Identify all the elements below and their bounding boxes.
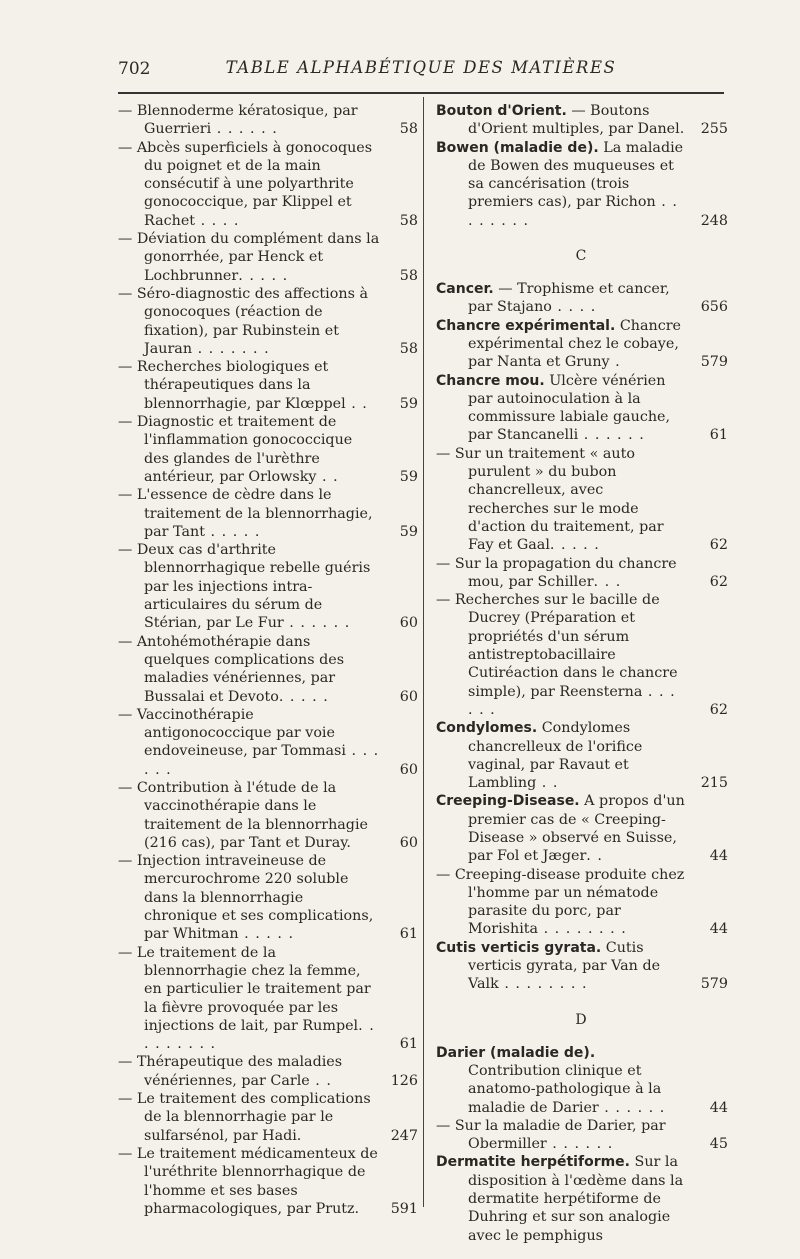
entry-text xyxy=(436,1117,726,1154)
entry-text xyxy=(118,486,418,541)
index-entry xyxy=(118,413,418,486)
index-entry xyxy=(118,541,418,632)
leader-dots: . xyxy=(609,354,621,371)
page-reference: 62 xyxy=(709,573,728,590)
entry-description: — Thérapeutique des maladies vénériennes, par Carle xyxy=(118,1054,343,1089)
entry-description: — Blennoderme kératosique, par Guerrieri xyxy=(118,103,358,138)
index-entry xyxy=(436,139,726,230)
page-reference: 58 xyxy=(399,267,418,284)
leader-dots: . . . . . xyxy=(238,926,295,943)
leader-dots: . . . . . xyxy=(278,688,329,705)
entry-description: — Le traitement de la blennorrhagie chez la femme, en particulier le traitement par la fièvre provoquée par les injections de lait, par Rumpel xyxy=(118,944,371,1034)
entry-text xyxy=(436,102,726,139)
page-reference: 255 xyxy=(700,121,728,138)
entry-text xyxy=(118,413,418,486)
index-entry xyxy=(118,1145,418,1218)
leader-dots: . . xyxy=(536,775,559,792)
leader-dots: . . . . . . . . . xyxy=(144,1017,375,1053)
page-reference: 656 xyxy=(700,299,728,316)
entry-description: — Sur un traitement « auto purulent » du bubon chancrelleux, avec recherches sur le mode d'action du traitement, par Fay et Gaal xyxy=(436,445,664,554)
page-reference: 61 xyxy=(399,926,418,943)
entry-description: — Deux cas d'arthrite blennorrhagique rebelle guéris par les injections intra-articulaires du sérum de Stérian, par Le Fur xyxy=(118,542,371,632)
entry-text xyxy=(436,372,726,445)
entry-heading: Bowen (maladie de). xyxy=(436,139,599,156)
section-letter: C xyxy=(575,248,587,265)
entry-description: — L'essence de cèdre dans le traitement de la blennorrhagie, par Tant xyxy=(118,487,373,540)
index-entry xyxy=(436,102,726,139)
entry-text xyxy=(436,555,726,592)
entry-description: — Contribution à l'étude de la vaccinothérapie dans le traitement de la blennorrhagie (216 cas), par Tant et Duray. xyxy=(118,779,368,851)
page-reference: 60 xyxy=(399,615,418,632)
index-entry xyxy=(436,1153,726,1244)
leader-dots: . . . . . . xyxy=(598,1099,666,1116)
entry-heading: Dermatite herpétiforme. xyxy=(436,1154,630,1171)
page-number: 702 xyxy=(118,59,151,79)
leader-dots: . . . . . . . xyxy=(192,340,270,357)
left-column xyxy=(118,102,418,1218)
entry-description: — Injection intraveineuse de mercurochrome 220 soluble dans la blennorrhagie chronique et ses complications, par Whitman xyxy=(118,853,374,943)
leader-dots: . . . . . . . . xyxy=(498,976,588,993)
leader-dots: . . xyxy=(345,395,368,412)
entry-heading: Chancre mou. xyxy=(436,372,545,389)
index-entry xyxy=(436,372,726,445)
entry-text xyxy=(118,541,418,632)
column-divider xyxy=(423,97,424,1207)
page-reference: 126 xyxy=(390,1072,418,1089)
page-reference: 44 xyxy=(709,848,728,865)
entry-text xyxy=(118,102,418,139)
entry-text xyxy=(118,139,418,230)
section-gap xyxy=(436,994,726,1012)
entry-text xyxy=(436,317,726,372)
section-letter: D xyxy=(575,1011,587,1028)
entry-heading: Chancre expérimental. xyxy=(436,317,616,334)
index-entry xyxy=(118,285,418,358)
page-reference: 59 xyxy=(399,395,418,412)
entry-heading: Creeping-Disease. xyxy=(436,793,580,810)
entry-text xyxy=(436,939,726,994)
index-entry xyxy=(118,706,418,779)
entry-text xyxy=(118,1053,418,1090)
index-entry xyxy=(118,102,418,139)
entry-text xyxy=(118,358,418,413)
index-entry xyxy=(436,1044,726,1117)
entry-text xyxy=(118,230,418,285)
entry-description: — Recherches biologiques et thérapeutiques dans la blennorrhagie, par Klœppel xyxy=(118,359,346,412)
index-entry xyxy=(118,633,418,706)
entry-description: — Abcès superficiels à gonocoques du poignet et de la main consécutif à une polyarthrite gonococcique, par Klippel et Rachet xyxy=(118,139,373,229)
entry-text xyxy=(436,719,726,792)
page-reference: 579 xyxy=(700,976,728,993)
page-reference: 579 xyxy=(700,354,728,371)
entry-description: Cutis verticis gyrata, par Van de Valk xyxy=(468,939,661,993)
leader-dots: . . . xyxy=(593,573,622,590)
index-entry xyxy=(118,358,418,413)
entry-text xyxy=(436,1044,726,1117)
page-reference: 58 xyxy=(399,121,418,138)
index-entry xyxy=(118,852,418,943)
page-reference: 61 xyxy=(399,1036,418,1053)
entry-description: — Trophisme et cancer, par Stajano xyxy=(468,281,670,316)
entry-text xyxy=(436,139,726,230)
page-reference: 45 xyxy=(709,1136,728,1153)
leader-dots: . . . . . . xyxy=(578,427,645,444)
leader-dots: . . . . xyxy=(551,299,597,316)
entry-text xyxy=(118,1090,418,1145)
page-reference: 60 xyxy=(399,761,418,778)
index-entry xyxy=(118,230,418,285)
index-entry xyxy=(436,445,726,555)
entry-description: — Sur la maladie de Darier, par Obermiller xyxy=(436,1117,666,1153)
page-reference: 62 xyxy=(709,537,728,554)
index-entry xyxy=(118,779,418,852)
entry-text xyxy=(436,792,726,865)
entry-description: La maladie de Bowen des muqueuses et sa cancérisation (trois premiers cas), par Richon xyxy=(468,139,684,211)
entry-text xyxy=(436,866,726,939)
leader-dots: . . . . . . . . xyxy=(538,921,627,938)
entry-description: — Boutons d'Orient multiples, par Danel. xyxy=(468,103,685,138)
entry-heading: Darier (maladie de). xyxy=(436,1044,596,1061)
entry-text xyxy=(118,706,418,779)
leader-dots: . . . . . xyxy=(204,523,261,540)
entry-description: Contribution clinique et anatomo-pathologique à la maladie de Darier xyxy=(468,1062,662,1116)
entry-heading: Bouton d'Orient. xyxy=(436,103,567,119)
entry-description: — Diagnostic et traitement de l'inflammation gonococcique des glandes de l'urèthre antérieur, par Orlowsky xyxy=(118,414,353,485)
leader-dots: . . . . . . xyxy=(546,1136,614,1153)
entry-text xyxy=(118,779,418,852)
entry-text xyxy=(118,633,418,706)
entry-text xyxy=(436,1153,726,1244)
entry-description: Ulcère vénérien par autoinoculation à la commissure labiale gauche, par Stancanelli xyxy=(468,372,671,444)
entry-heading: Cutis verticis gyrata. xyxy=(436,939,602,956)
page-reference: 59 xyxy=(399,468,418,485)
page-reference: 44 xyxy=(709,921,728,938)
page-reference: 44 xyxy=(709,1099,728,1116)
entry-text xyxy=(118,852,418,943)
index-entry xyxy=(436,866,726,939)
leader-dots: . . . . . . . . xyxy=(468,194,678,229)
leader-dots: . . xyxy=(309,1072,332,1089)
entry-description: — Le traitement des complications de la blennorrhagie par le sulfarsénol, par Hadi. xyxy=(118,1091,371,1144)
entry-heading: Condylomes. xyxy=(436,720,538,737)
leader-dots: . . xyxy=(586,848,603,865)
index-entry xyxy=(436,1117,726,1154)
leader-dots: . . . . . xyxy=(549,537,600,554)
entry-description: — Séro-diagnostic des affections à gonocoques (réaction de fixation), par Rubinstein et Jauran xyxy=(118,285,368,357)
section-gap xyxy=(436,1030,726,1044)
index-entry xyxy=(436,317,726,372)
entry-description: — Vaccinothérapie antigonococcique par voie endoveineuse, par Tommasi xyxy=(118,706,346,760)
entry-text xyxy=(118,285,418,358)
page-reference: 61 xyxy=(709,427,728,444)
entry-description: A propos d'un premier cas de « Creeping-Disease » observé en Suisse, par Fol et Jæger xyxy=(468,793,685,865)
page-reference: 60 xyxy=(399,688,418,705)
right-column xyxy=(436,102,726,1245)
section-gap xyxy=(436,266,726,280)
entry-description: — Sur la propagation du chancre mou, par Schiller xyxy=(436,555,677,590)
index-entry xyxy=(436,280,726,317)
index-entry xyxy=(436,792,726,865)
leader-dots: . . . . . . xyxy=(468,683,676,718)
index-entry xyxy=(118,139,418,230)
index-entry xyxy=(436,939,726,994)
entry-description: — Creeping-disease produite chez l'homme par un nématode parasite du porc, par Morishita xyxy=(436,866,685,938)
entry-description: — Le traitement médicamenteux de l'uréthrite blennorrhagique de l'homme et ses bases pharmacologiques, par Prutz. xyxy=(118,1145,378,1217)
entry-text xyxy=(436,591,726,719)
index-entry xyxy=(436,719,726,792)
leader-dots: . . xyxy=(316,468,339,485)
entry-text xyxy=(436,445,726,555)
index-entry xyxy=(118,944,418,1054)
entry-text xyxy=(118,1145,418,1218)
leader-dots: . . . . . . xyxy=(144,743,380,778)
index-entry xyxy=(436,555,726,592)
page-reference: 58 xyxy=(399,212,418,229)
section-gap xyxy=(436,230,726,248)
index-entry xyxy=(118,1053,418,1090)
page-reference: 215 xyxy=(700,775,728,792)
entry-description: Condylomes chancrelleux de l'orifice vaginal, par Ravaut et Lambling xyxy=(468,720,643,792)
index-entry xyxy=(436,591,726,719)
index-entry xyxy=(118,1090,418,1145)
leader-dots: . . . . . . xyxy=(283,615,351,632)
leader-dots: . . . . . xyxy=(238,267,289,284)
entry-description: — Déviation du complément dans la gonorrhée, par Henck et Lochbrunner xyxy=(118,231,380,284)
page-reference: 58 xyxy=(399,340,418,357)
running-title: TABLE ALPHABÉTIQUE DES MATIÈRES xyxy=(225,58,617,77)
entry-description: — Recherches sur le bacille de Ducrey (Préparation et propriétés d'un sérum antistreptobacillaire Cutiréaction dans le chancre simple), par Reensterna xyxy=(436,592,678,700)
page-reference: 59 xyxy=(399,523,418,540)
leader-dots: . . . . xyxy=(195,212,240,229)
page-reference: 248 xyxy=(700,212,728,229)
entry-description: Sur la disposition à l'œdème dans la dermatite herpétiforme de Duhring et sur son analogie avec le pemphigus xyxy=(468,1154,684,1244)
header-rule xyxy=(118,92,724,94)
page-reference: 591 xyxy=(390,1200,418,1217)
page-header xyxy=(118,55,724,89)
entry-text xyxy=(436,280,726,317)
entry-description: — Antohémothérapie dans quelques complications des maladies vénériennes, par Bussalai et Devoto xyxy=(118,633,345,705)
page-reference: 247 xyxy=(390,1127,418,1144)
leader-dots: . . . . . . xyxy=(211,121,278,138)
entry-description: Chancre expérimental chez le cobaye, par Nanta et Gruny xyxy=(468,317,682,371)
page-reference: 60 xyxy=(399,834,418,851)
entry-text xyxy=(118,944,418,1054)
page-reference: 62 xyxy=(709,701,728,718)
entry-heading: Cancer. xyxy=(436,281,494,298)
index-entry xyxy=(118,486,418,541)
